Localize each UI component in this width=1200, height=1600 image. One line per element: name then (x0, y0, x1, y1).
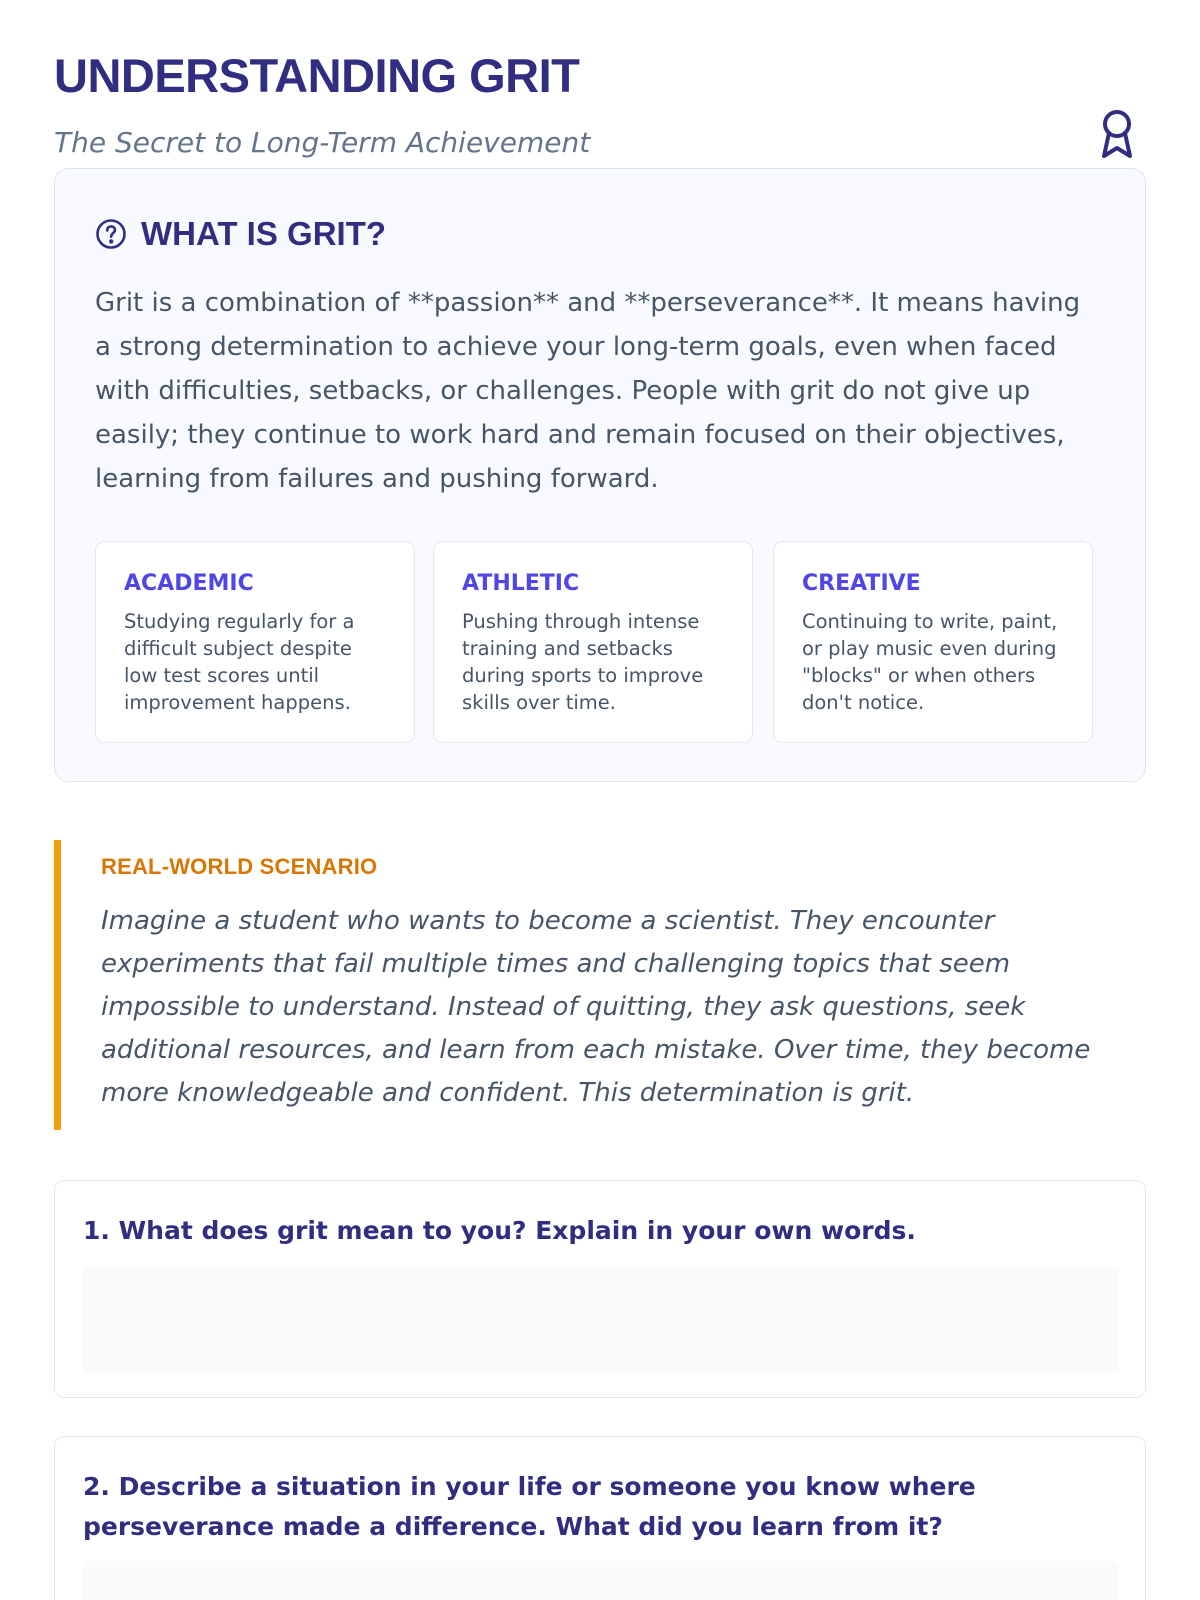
help-circle-icon (95, 218, 127, 250)
worksheet-page (54, 0, 1148, 1600)
scenario-callout (54, 840, 1148, 1130)
question-text: 1. What does grit mean to you? Explain in your own words. (83, 1216, 916, 1245)
question-card-1 (54, 1180, 1146, 1398)
example-title: CREATIVE (802, 571, 921, 596)
example-card-academic (95, 541, 415, 743)
what-is-grit-card (54, 168, 1146, 782)
example-title: ACADEMIC (124, 571, 254, 596)
example-card-creative (773, 541, 1093, 743)
scenario-label: REAL-WORLD SCENARIO (101, 854, 378, 879)
answer-input-2[interactable] (83, 1561, 1119, 1600)
section-title: WHAT IS GRIT? (141, 215, 387, 252)
example-text: Studying regularly for a difficult subject despite low test scores until improvement happens. (124, 610, 355, 714)
what-is-grit-header (95, 215, 386, 253)
award-ribbon-icon (1098, 108, 1136, 160)
page-title: UNDERSTANDING GRIT (54, 49, 580, 102)
question-card-2 (54, 1436, 1146, 1600)
example-title: ATHLETIC (462, 571, 580, 596)
grit-definition-text: Grit is a combination of **passion** and **perseverance**. It means having a strong determination to achieve your long-term goals, even when faced with difficulties, setbacks, or challenges. People with grit do not give up easily; they continue to work hard and remain focused on their objectives, learning from failures and pushing forward. (95, 288, 1081, 494)
question-text: 2. Describe a situation in your life or someone you know where perseverance made a difference. What did you learn from it? (83, 1472, 976, 1541)
answer-input-1[interactable] (83, 1267, 1119, 1373)
scenario-text: Imagine a student who wants to become a scientist. They encounter experiments that fail multiple times and challenging topics that seem impossible to understand. Instead of quitting, they ask questions, seek additional resources, and learn from each mistake. Over time, they become more knowledgeable and confident. This determination is grit. (101, 906, 1091, 1108)
scenario-accent-bar (54, 840, 61, 1130)
grit-examples (95, 541, 1107, 745)
example-text: Pushing through intense training and setbacks during sports to improve skills over time. (462, 610, 704, 714)
page-subtitle: The Secret to Long-Term Achievement (54, 126, 591, 159)
example-card-athletic (433, 541, 753, 743)
example-text: Continuing to write, paint, or play music even during "blocks" or when others don't notice. (802, 610, 1058, 714)
